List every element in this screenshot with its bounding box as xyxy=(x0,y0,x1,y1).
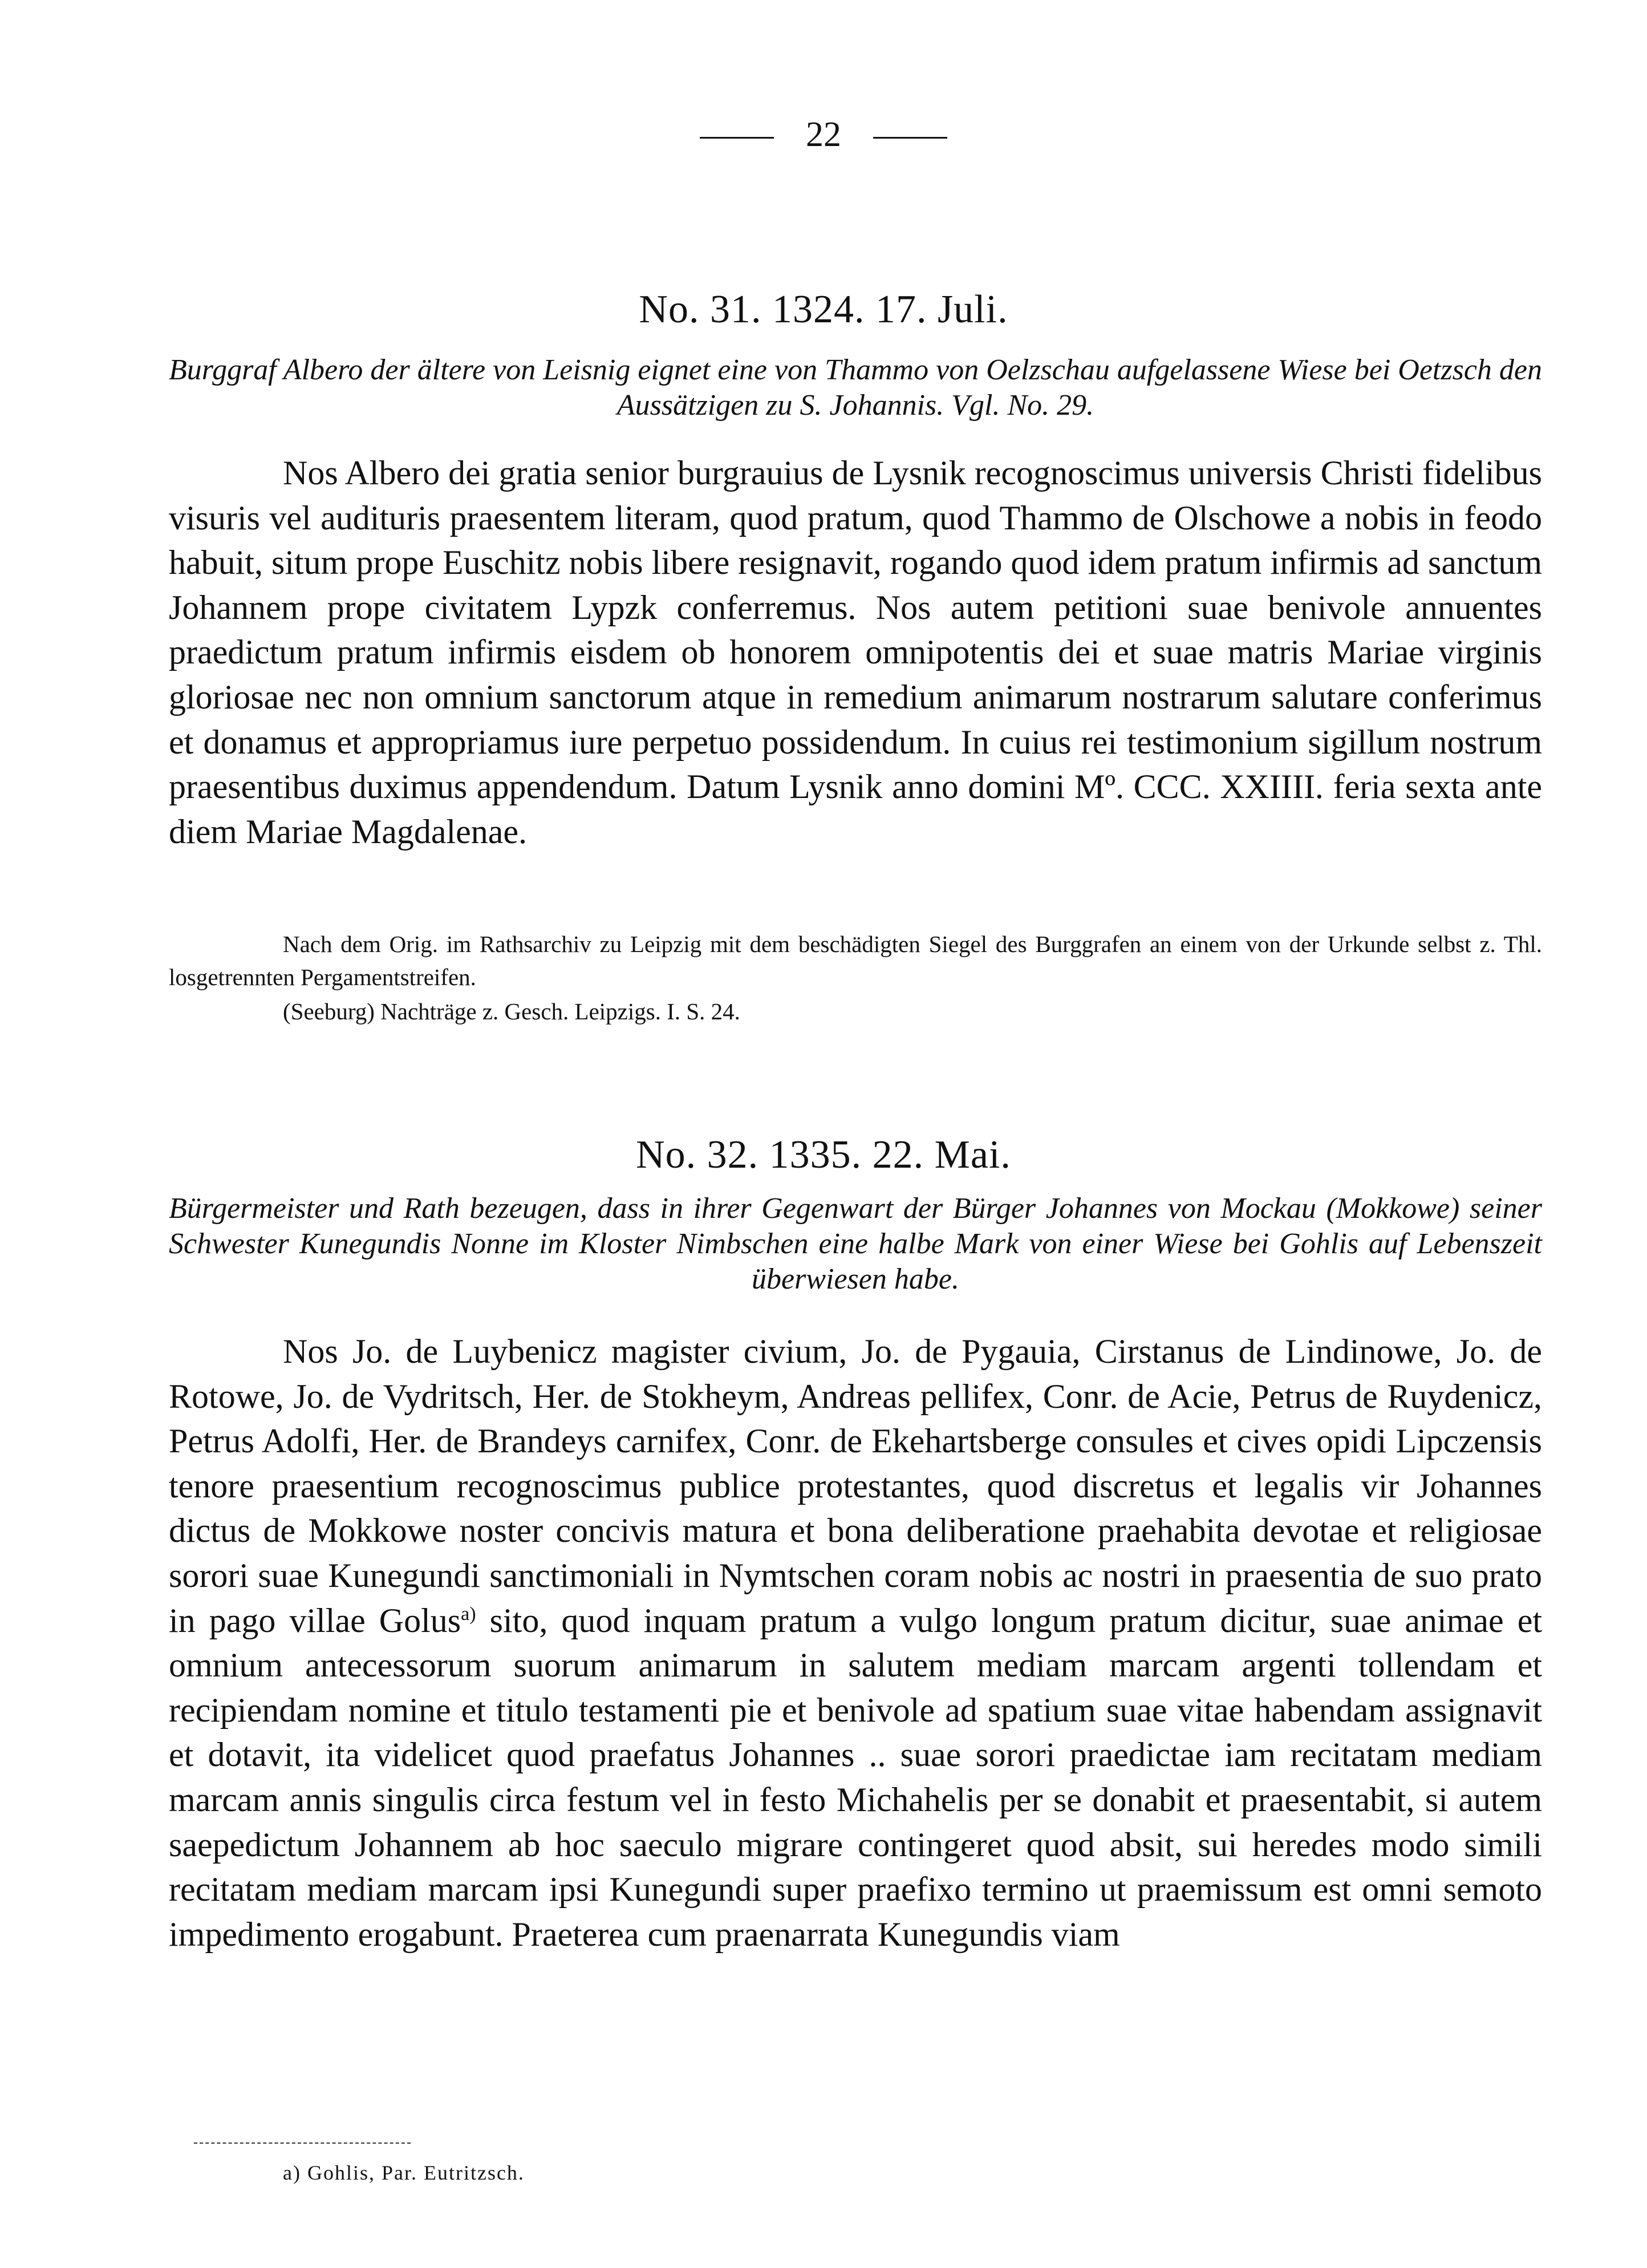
entry-32-text: Nos Jo. de Luybenicz magister civium, Jo. de Pygauia, Cirstanus de Lindinowe, Jo. de Rotowe, Jo. de Vydritsch, Her. de Stokheym, Andreas pellifex, Conr. de Acie, Petrus de Ruydenicz, Petrus Adolfi, Her. de Brandeys carnifex, Conr. de Ekehartsberge consules et cives opidi Lipczensis tenore praesentium recognoscimus publice protestantes, quod discretus et legalis vir Johannes dictus de Mokkowe noster concivis matura et bona deliberatione praehabita devotae et religiosae sorori suae Kunegundi sanctimoniali in Nymtschen coram nobis ac nostri in praesentia de suo prato in pago villae Golus$^{a)}$ sito, quod inquam pratum a vulgo longum pratum dicitur, suae animae et omnium antecessorum suorum animarum in salutem mediam marcam argenti tollendam et recipiendam nomine et titulo testamenti pie et benivole ad spatium suae vitae habendam assignavit et dotavit, ita videlicet quod praefatus Johannes .. suae sorori praedictae iam recitatam mediam marcam annis singulis circa festum vel in festo Michahelis per se donabit et praesentabit, si autem saepedictum Johannem ab hoc saeculo migrare contingeret quod absit, sui heredes modo simili recitatam mediam marcam ipsi Kunegundi super praefixo termino ut praemissum est omni semoto impedimento erogabunt. Praeterea cum praenarrata Kunegundis viam xyxy=(169,1333,1542,1953)
entry-31-text: Nos Albero dei gratia senior burgrauius de Lysnik recognoscimus universis Christi fidelibus visuris vel audituris praesentem literam, quod pratum, quod Thammo de Olschowe a nobis in feodo habuit, situm prope Euschitz nobis libere resignavit, rogando quod idem pratum infirmis ad sanctum Johannem prope civitatem Lypzk conferremus. Nos autem petitioni suae benivole annuentes praedictum pratum infirmis eisdem ob honorem omnipotentis dei et suae matris Mariae virginis gloriosae nec non omnium sanctorum atque in remedium animarum nostrarum salutare conferimus et donamus et appropriamus iure perpetuo possidendum. In cuius rei testimonium sigillum nostrum praesentibus duximus appendendum. Datum Lysnik anno domini Mº. CCC. XXIIII. feria sexta ante diem Mariae Magdalenae. xyxy=(169,454,1542,850)
entry-32-regest: Bürgermeister und Rath bezeugen, dass in ihrer Gegenwart der Bürger Johannes von Mockau (Mokkowe) seiner Schwester Kunegundis Nonne im Kloster Nimbschen eine halbe Mark von einer Wiese bei Gohlis auf Lebenszeit überwiesen habe. xyxy=(169,1192,1542,1295)
entry-31-regest: Burggraf Albero der ältere von Leisnig eignet eine von Thammo von Oelzschau aufgelassene Wiese bei Oetzsch den Aussätzigen zu S. Johannis. Vgl. No. 29. xyxy=(169,354,1542,422)
page-number: 22 xyxy=(0,112,1647,157)
footnote: a) Gohlis, Par. Eutritzsch. xyxy=(283,2161,525,2184)
footnote-divider xyxy=(194,2143,411,2145)
entry-32-title: No. 32. 1335. 22. Mai. xyxy=(636,1133,1011,1177)
entry-31-source-note: Nach dem Orig. im Rathsarchiv zu Leipzig mit dem beschädigten Siegel des Burggrafen an einem von der Urkunde selbst z. Thl. losgetrennten Pergamentstreifen. xyxy=(169,931,1542,990)
entry-31-title: No. 31. 1324. 17. Juli. xyxy=(639,287,1008,331)
entry-31-literature-note: (Seeburg) Nachträge z. Gesch. Leipzigs. I. S. 24. xyxy=(283,998,740,1024)
page-number-dash-right xyxy=(873,137,947,139)
footnote-marker: a) xyxy=(461,1603,476,1625)
page-number-dash-left xyxy=(700,137,774,139)
